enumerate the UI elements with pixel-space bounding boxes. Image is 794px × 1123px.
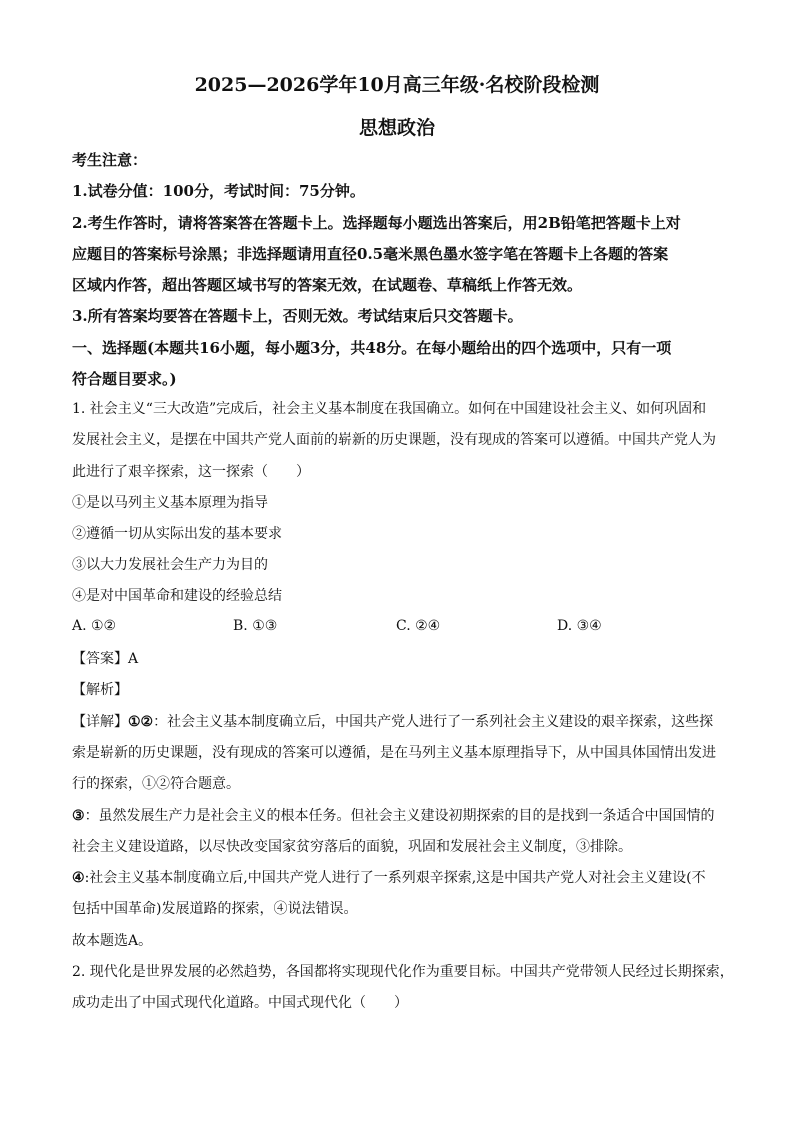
q1-stem-line-1: 1. 社会主义“三大改造”完成后，社会主义基本制度在我国确立。如何在中国建设社会主义、如何巩固和	[72, 401, 707, 417]
detail-text-4: ：虽然发展生产力是社会主义的根本任务。但社会主义建设初期探索的目的是找到一条适合中国国情的	[84, 808, 715, 824]
instructions-heading: 考生注意：	[72, 151, 148, 169]
detail-line-5: 社会主义建设道路，以尽快改变国家贫穷落后的面貌，巩固和发展社会主义制度，③排除。	[72, 839, 632, 855]
detail-text-1: ：社会主义基本制度确立后，中国共产党人进行了一系列社会主义建设的艰辛探索，这些探	[153, 714, 714, 730]
detail-line-6	[72, 868, 706, 888]
q2-stem-line-1: 2. 现代化是世界发展的必然趋势，各国都将实现现代化作为重要目标。中国共产党带领人民经过长期探索，	[72, 964, 734, 980]
detail-line-7: 包括中国革命)发展道路的探索，④说法错误。	[72, 901, 358, 917]
q1-option-a: A. ①②	[72, 618, 117, 634]
q1-stem-line-3: 此进行了艰辛探索，这一探索（ ）	[72, 464, 310, 480]
q1-statement-4: ④是对中国革命和建设的经验总结	[72, 588, 282, 604]
answer-tag: 【答案】	[72, 651, 128, 667]
answer-value: A	[128, 651, 139, 667]
q1-stem-line-2: 发展社会主义，是摆在中国共产党人面前的崭新的历史课题，没有现成的答案可以遵循。中国共产党人为	[72, 432, 716, 448]
instruction-item-3: 3.所有答案均要答在答题卡上，否则无效。考试结束后只交答题卡。	[72, 307, 523, 325]
exam-title: 2025—2026学年10月高三年级·名校阶段检测	[194, 74, 600, 96]
q1-statement-1: ①是以马列主义基本原理为指导	[72, 495, 268, 511]
q1-option-c: C. ②④	[396, 618, 441, 634]
instruction-item-2-line-1: 2.考生作答时，请将答案答在答题卡上。选择题每小题选出答案后，用2B铅笔把答题卡上对	[72, 214, 681, 232]
detail-lead-3: ④	[72, 870, 85, 886]
detail-lead-1: ①②	[128, 714, 154, 730]
detail-line-3: 行的探索，①②符合题意。	[72, 776, 240, 792]
detail-text-6: :社会主义基本制度确立后,中国共产党人进行了一系列艰辛探索,这是中国共产党人对社会主义建设(不	[84, 870, 706, 886]
q1-statement-3: ③以大力发展社会生产力为目的	[72, 557, 268, 573]
detail-tag: 【详解】	[72, 714, 128, 730]
q1-statement-2: ②遵循一切从实际出发的基本要求	[72, 526, 282, 542]
detail-line-4	[72, 806, 715, 826]
instruction-item-2-line-3: 区域内作答，超出答题区域书写的答案无效，在试题卷、草稿纸上作答无效。	[72, 276, 583, 294]
section-1-heading-line-2: 符合题目要求。)	[72, 370, 177, 388]
subject-title: 思想政治	[358, 117, 435, 139]
q1-option-b: B. ①③	[233, 618, 278, 634]
analysis-tag: 【解析】	[72, 682, 128, 698]
q1-option-d: D. ③④	[557, 618, 602, 634]
q1-answer-line	[72, 649, 138, 669]
instruction-item-2-line-2: 应题目的答案标号涂黑；非选择题请用直径0.5毫米黑色墨水签字笔在答题卡上各题的答案	[72, 245, 669, 263]
instruction-item-1: 1.试卷分值：100分，考试时间：75分钟。	[72, 182, 365, 200]
detail-line-2: 索是崭新的历史课题，没有现成的答案可以遵循，是在马列主义基本原理指导下，从中国具体国情出发进	[72, 745, 716, 761]
section-1-heading-line-1: 一、选择题(本题共16小题，每小题3分，共48分。在每小题给出的四个选项中，只有一项	[72, 339, 672, 357]
q2-stem-line-2: 成功走出了中国式现代化道路。中国式现代化（ ）	[72, 995, 408, 1011]
detail-lead-2: ③	[72, 808, 85, 824]
q1-conclusion: 故本题选A。	[72, 933, 153, 949]
detail-line-1	[72, 712, 713, 732]
